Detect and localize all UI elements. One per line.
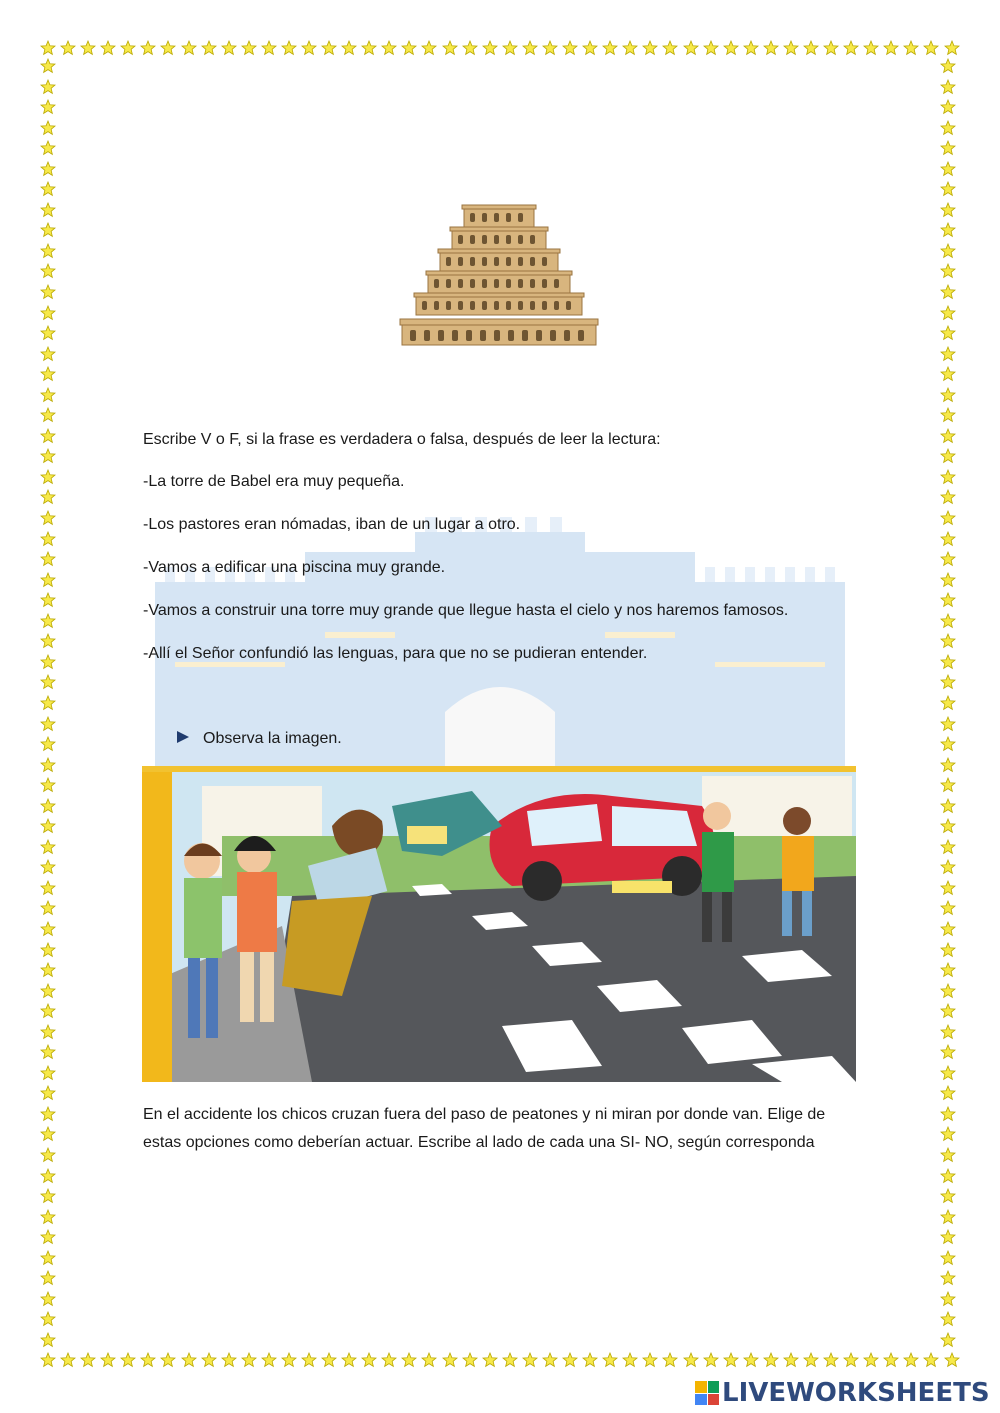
- star-icon: [40, 1168, 56, 1184]
- statement-5: -Allí el Señor confundió las lenguas, para que no se pudieran entender.: [143, 645, 648, 662]
- star-icon: [903, 40, 919, 56]
- star-icon: [40, 1024, 56, 1040]
- star-icon: [502, 1352, 518, 1368]
- star-icon: [40, 1065, 56, 1081]
- star-icon: [40, 1250, 56, 1266]
- star-icon: [40, 613, 56, 629]
- star-icon: [703, 40, 719, 56]
- star-icon: [940, 757, 956, 773]
- star-icon: [940, 859, 956, 875]
- vf-instructions: Escribe V o F, si la frase es verdadera o falsa, después de leer la lectura:: [143, 431, 661, 448]
- star-icon: [40, 900, 56, 916]
- star-icon: [60, 40, 76, 56]
- star-icon: [40, 551, 56, 567]
- star-icon: [582, 1352, 598, 1368]
- star-icon: [940, 140, 956, 156]
- star-icon: [940, 983, 956, 999]
- star-icon: [40, 161, 56, 177]
- star-icon: [40, 510, 56, 526]
- star-icon: [940, 263, 956, 279]
- star-icon: [442, 40, 458, 56]
- star-icon: [940, 818, 956, 834]
- star-icon: [221, 40, 237, 56]
- star-icon: [40, 1003, 56, 1019]
- star-icon: [703, 1352, 719, 1368]
- star-icon: [40, 202, 56, 218]
- star-icon: [940, 222, 956, 238]
- star-icon: [940, 469, 956, 485]
- star-icon: [562, 40, 578, 56]
- star-icon: [940, 428, 956, 444]
- star-icon: [401, 1352, 417, 1368]
- star-icon: [40, 1270, 56, 1286]
- star-icon: [683, 40, 699, 56]
- star-icon: [662, 40, 678, 56]
- star-icon: [940, 942, 956, 958]
- star-icon: [940, 1126, 956, 1142]
- star-icon: [40, 1229, 56, 1245]
- star-icon: [421, 1352, 437, 1368]
- star-icon: [940, 921, 956, 937]
- star-icon: [361, 40, 377, 56]
- star-icon: [940, 1024, 956, 1040]
- star-icon: [40, 407, 56, 423]
- star-icon: [803, 1352, 819, 1368]
- star-icon: [940, 489, 956, 505]
- statement-4: -Vamos a construir una torre muy grande que llegue hasta el cielo y nos haremos famosos.: [143, 602, 789, 619]
- star-icon: [940, 1003, 956, 1019]
- star-icon: [940, 387, 956, 403]
- star-icon: [940, 181, 956, 197]
- star-icon: [40, 1311, 56, 1327]
- star-icon: [843, 40, 859, 56]
- star-icon: [522, 1352, 538, 1368]
- star-icon: [40, 469, 56, 485]
- star-icon: [940, 243, 956, 259]
- star-icon: [301, 1352, 317, 1368]
- star-icon: [823, 1352, 839, 1368]
- tower-of-babel-image: [398, 203, 600, 348]
- star-icon: [723, 1352, 739, 1368]
- star-icon: [940, 99, 956, 115]
- star-icon: [40, 1209, 56, 1225]
- star-icon: [261, 40, 277, 56]
- star-icon: [940, 448, 956, 464]
- star-icon: [40, 222, 56, 238]
- star-icon: [940, 161, 956, 177]
- star-icon: [40, 1126, 56, 1142]
- star-icon: [40, 921, 56, 937]
- star-icon: [940, 58, 956, 74]
- star-icon: [940, 1085, 956, 1101]
- star-icon: [40, 592, 56, 608]
- star-icon: [940, 1168, 956, 1184]
- star-icon: [863, 1352, 879, 1368]
- star-icon: [40, 798, 56, 814]
- star-icon: [40, 181, 56, 197]
- star-icon: [462, 1352, 478, 1368]
- star-icon: [40, 346, 56, 362]
- star-icon: [622, 1352, 638, 1368]
- star-icon: [723, 40, 739, 56]
- star-icon: [401, 40, 417, 56]
- star-icon: [40, 1332, 56, 1348]
- star-icon: [940, 325, 956, 341]
- star-icon: [301, 40, 317, 56]
- star-icon: [160, 1352, 176, 1368]
- star-icon: [201, 1352, 217, 1368]
- star-icon: [940, 1229, 956, 1245]
- star-icon: [40, 736, 56, 752]
- star-icon: [381, 1352, 397, 1368]
- star-icon: [221, 1352, 237, 1368]
- star-icon: [281, 40, 297, 56]
- star-icon: [40, 489, 56, 505]
- star-icon: [40, 1085, 56, 1101]
- star-border-top: [40, 40, 960, 60]
- star-icon: [120, 1352, 136, 1368]
- star-icon: [140, 40, 156, 56]
- star-icon: [482, 1352, 498, 1368]
- star-icon: [40, 58, 56, 74]
- star-icon: [940, 120, 956, 136]
- star-icon: [40, 1291, 56, 1307]
- star-icon: [944, 40, 960, 56]
- star-icon: [940, 551, 956, 567]
- brand-name: LIVEWORKSHEETS: [722, 1378, 990, 1408]
- star-icon: [321, 1352, 337, 1368]
- star-icon: [923, 1352, 939, 1368]
- star-icon: [40, 777, 56, 793]
- star-icon: [940, 510, 956, 526]
- star-icon: [60, 1352, 76, 1368]
- star-icon: [602, 40, 618, 56]
- star-icon: [522, 40, 538, 56]
- star-icon: [940, 633, 956, 649]
- star-icon: [940, 1065, 956, 1081]
- star-icon: [40, 757, 56, 773]
- star-icon: [40, 674, 56, 690]
- star-icon: [940, 1332, 956, 1348]
- star-icon: [940, 305, 956, 321]
- star-icon: [944, 1352, 960, 1368]
- star-icon: [940, 900, 956, 916]
- star-icon: [201, 40, 217, 56]
- accident-instructions: [143, 1101, 863, 1157]
- star-icon: [40, 387, 56, 403]
- star-icon: [40, 325, 56, 341]
- star-border-left: [40, 58, 60, 1348]
- star-icon: [940, 716, 956, 732]
- star-icon: [261, 1352, 277, 1368]
- accident-instructions-line-2: estas opciones como deberían actuar. Escribe al lado de cada una SI- NO, según corresponda: [143, 1134, 815, 1151]
- star-icon: [40, 695, 56, 711]
- accident-instructions-line-1: En el accidente los chicos cruzan fuera del paso de peatones y ni miran por donde van. Elige de: [143, 1106, 826, 1123]
- star-icon: [40, 366, 56, 382]
- star-icon: [940, 1044, 956, 1060]
- star-icon: [542, 1352, 558, 1368]
- star-icon: [642, 1352, 658, 1368]
- star-icon: [181, 1352, 197, 1368]
- star-icon: [940, 572, 956, 588]
- star-icon: [241, 40, 257, 56]
- star-icon: [482, 40, 498, 56]
- star-icon: [883, 1352, 899, 1368]
- star-icon: [40, 448, 56, 464]
- star-icon: [40, 40, 56, 56]
- star-icon: [843, 1352, 859, 1368]
- star-icon: [582, 40, 598, 56]
- star-icon: [40, 1352, 56, 1368]
- star-icon: [883, 40, 899, 56]
- star-icon: [602, 1352, 618, 1368]
- star-icon: [40, 654, 56, 670]
- star-icon: [241, 1352, 257, 1368]
- star-icon: [40, 983, 56, 999]
- star-icon: [40, 942, 56, 958]
- star-icon: [40, 284, 56, 300]
- star-icon: [923, 40, 939, 56]
- star-icon: [940, 346, 956, 362]
- star-icon: [100, 1352, 116, 1368]
- statement-3: -Vamos a edificar una piscina muy grande.: [143, 559, 446, 576]
- star-icon: [140, 1352, 156, 1368]
- star-icon: [40, 572, 56, 588]
- star-icon: [763, 40, 779, 56]
- star-icon: [940, 1250, 956, 1266]
- star-icon: [40, 1044, 56, 1060]
- star-icon: [40, 243, 56, 259]
- star-icon: [940, 1291, 956, 1307]
- star-icon: [40, 428, 56, 444]
- star-icon: [341, 1352, 357, 1368]
- star-icon: [40, 839, 56, 855]
- star-icon: [421, 40, 437, 56]
- star-icon: [442, 1352, 458, 1368]
- statement-2: -Los pastores eran nómadas, iban de un lugar a otro.: [143, 516, 521, 533]
- observe-image-label: Observa la imagen.: [203, 730, 342, 747]
- star-icon: [160, 40, 176, 56]
- star-icon: [361, 1352, 377, 1368]
- star-icon: [40, 140, 56, 156]
- star-icon: [40, 1147, 56, 1163]
- street-accident-image: [142, 766, 856, 1082]
- star-icon: [622, 40, 638, 56]
- star-icon: [542, 40, 558, 56]
- star-icon: [940, 1106, 956, 1122]
- statement-1: -La torre de Babel era muy pequeña.: [143, 473, 405, 490]
- star-icon: [281, 1352, 297, 1368]
- star-icon: [80, 1352, 96, 1368]
- star-icon: [40, 880, 56, 896]
- star-icon: [40, 818, 56, 834]
- star-icon: [940, 202, 956, 218]
- star-icon: [502, 40, 518, 56]
- star-icon: [940, 613, 956, 629]
- star-icon: [40, 263, 56, 279]
- star-icon: [642, 40, 658, 56]
- star-icon: [683, 1352, 699, 1368]
- star-icon: [940, 284, 956, 300]
- star-icon: [100, 40, 116, 56]
- star-icon: [940, 777, 956, 793]
- star-icon: [823, 40, 839, 56]
- star-icon: [940, 366, 956, 382]
- star-icon: [40, 962, 56, 978]
- star-icon: [40, 79, 56, 95]
- star-icon: [783, 40, 799, 56]
- star-icon: [662, 1352, 678, 1368]
- star-icon: [863, 40, 879, 56]
- star-icon: [321, 40, 337, 56]
- star-icon: [40, 1106, 56, 1122]
- star-icon: [40, 1188, 56, 1204]
- star-icon: [40, 716, 56, 732]
- star-icon: [462, 40, 478, 56]
- star-icon: [40, 120, 56, 136]
- star-icon: [940, 654, 956, 670]
- liveworksheets-logo[interactable]: [695, 1378, 990, 1408]
- star-icon: [940, 1311, 956, 1327]
- star-border-bottom: [40, 1352, 960, 1372]
- star-icon: [40, 859, 56, 875]
- star-icon: [783, 1352, 799, 1368]
- star-icon: [381, 40, 397, 56]
- star-icon: [763, 1352, 779, 1368]
- star-icon: [940, 880, 956, 896]
- star-icon: [940, 839, 956, 855]
- star-icon: [803, 40, 819, 56]
- star-icon: [80, 40, 96, 56]
- star-icon: [940, 79, 956, 95]
- triangle-bullet-icon: [176, 730, 190, 744]
- liveworksheets-badge-icon: [695, 1381, 719, 1405]
- star-icon: [940, 1209, 956, 1225]
- star-icon: [903, 1352, 919, 1368]
- star-icon: [341, 40, 357, 56]
- star-icon: [40, 633, 56, 649]
- star-icon: [940, 798, 956, 814]
- star-icon: [120, 40, 136, 56]
- star-icon: [940, 407, 956, 423]
- star-icon: [940, 592, 956, 608]
- star-border-right: [940, 58, 960, 1348]
- star-icon: [40, 99, 56, 115]
- star-icon: [940, 1188, 956, 1204]
- star-icon: [743, 1352, 759, 1368]
- star-icon: [940, 674, 956, 690]
- star-icon: [562, 1352, 578, 1368]
- star-icon: [940, 962, 956, 978]
- star-icon: [940, 736, 956, 752]
- star-icon: [940, 695, 956, 711]
- star-icon: [743, 40, 759, 56]
- star-icon: [40, 531, 56, 547]
- star-icon: [40, 305, 56, 321]
- star-icon: [940, 531, 956, 547]
- star-icon: [940, 1270, 956, 1286]
- star-icon: [181, 40, 197, 56]
- star-icon: [940, 1147, 956, 1163]
